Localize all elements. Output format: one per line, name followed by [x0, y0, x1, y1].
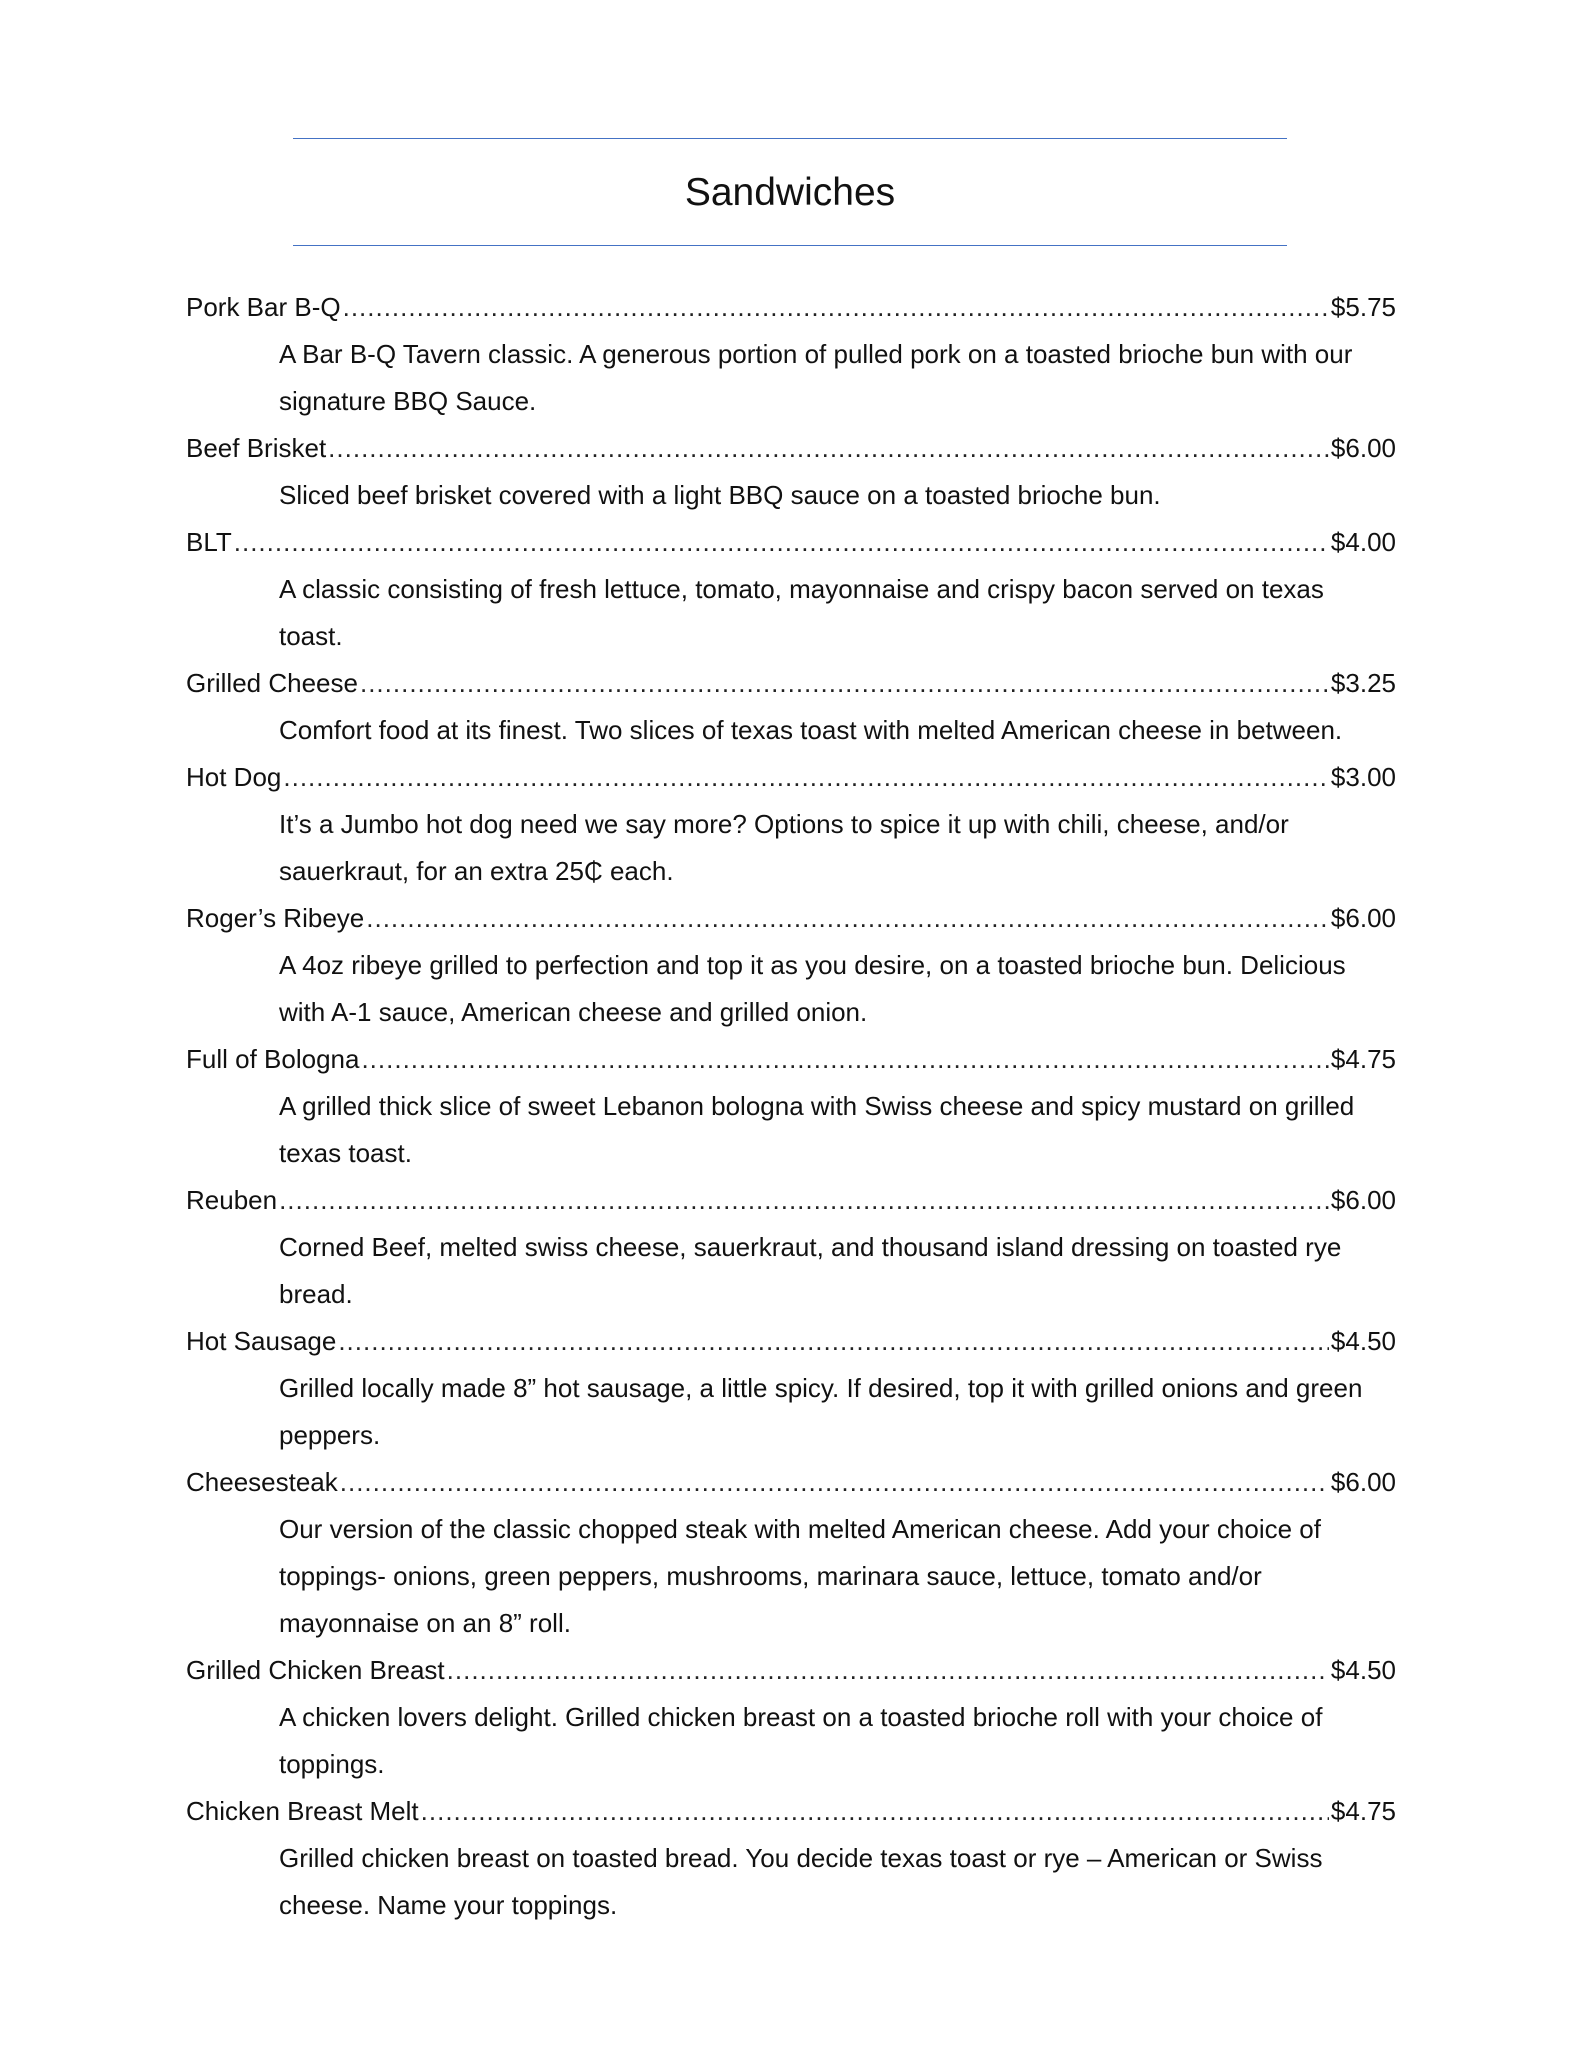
dot-leader	[421, 1788, 1329, 1835]
menu-item-description: It’s a Jumbo hot dog need we say more? Options to spice it up with chili, cheese, and/or sauerkraut, for an extra 25₵ each.	[279, 809, 1289, 886]
menu-item	[186, 1788, 1396, 1929]
menu-item-name: Grilled Cheese	[186, 668, 358, 698]
menu-item-description: A Bar B-Q Tavern classic. A generous portion of pulled pork on a toasted brioche bun with our signature BBQ Sauce.	[279, 339, 1353, 416]
menu-item	[186, 895, 1396, 1036]
dot-leader	[340, 1459, 1329, 1506]
menu-item-header	[186, 895, 1396, 942]
menu-item	[186, 754, 1396, 895]
dot-leader	[361, 1036, 1328, 1083]
menu-item-name: BLT	[186, 527, 232, 557]
menu-item-header	[186, 425, 1396, 472]
menu-item-header	[186, 519, 1396, 566]
menu-item-header	[186, 1459, 1396, 1506]
menu-item-header	[186, 754, 1396, 801]
menu-item	[186, 1647, 1396, 1788]
menu-item-name: Chicken Breast Melt	[186, 1796, 419, 1826]
menu-item-description: A 4oz ribeye grilled to perfection and top it as you desire, on a toasted brioche bun. Delicious with A-1 sauce, American cheese and grilled onion.	[279, 950, 1346, 1027]
menu-item-header	[186, 1036, 1396, 1083]
dot-leader	[338, 1318, 1329, 1365]
menu-item-description: Grilled locally made 8” hot sausage, a little spicy. If desired, top it with grilled onions and green peppers.	[279, 1373, 1363, 1450]
menu-item-header	[186, 284, 1396, 331]
menu-item-header	[186, 1177, 1396, 1224]
menu-item-description: A classic consisting of fresh lettuce, tomato, mayonnaise and crispy bacon served on texas toast.	[279, 574, 1324, 651]
menu-item-description: Corned Beef, melted swiss cheese, sauerkraut, and thousand island dressing on toasted rye bread.	[279, 1232, 1342, 1309]
dot-leader	[366, 895, 1329, 942]
menu-item-description: Comfort food at its finest. Two slices of texas toast with melted American cheese in between.	[279, 715, 1343, 745]
menu-item-description: Sliced beef brisket covered with a light BBQ sauce on a toasted brioche bun.	[279, 480, 1161, 510]
menu-list	[186, 284, 1396, 1929]
dot-leader	[328, 425, 1329, 472]
menu-item-price: $3.25	[1330, 668, 1396, 698]
menu-item	[186, 1036, 1396, 1177]
menu-item-name: Hot Dog	[186, 762, 282, 792]
title-top-rule	[293, 138, 1287, 139]
menu-item	[186, 1459, 1396, 1647]
menu-item	[186, 1177, 1396, 1318]
menu-item-description: Our version of the classic chopped steak with melted American cheese. Add your choice of toppings- onions, green peppers, mushrooms, marinara sauce, lettuce, tomato and/or mayonnaise on an 8” roll.	[279, 1514, 1321, 1638]
menu-item-header	[186, 660, 1396, 707]
menu-item-price: $4.00	[1330, 527, 1396, 557]
menu-item	[186, 284, 1396, 425]
menu-item-description: Grilled chicken breast on toasted bread. You decide texas toast or rye – American or Swiss cheese. Name your toppings.	[279, 1843, 1323, 1920]
page-title: Sandwiches	[684, 171, 896, 214]
menu-item-price: $3.00	[1330, 762, 1396, 792]
dot-leader	[360, 660, 1329, 707]
menu-item-description: A grilled thick slice of sweet Lebanon bologna with Swiss cheese and spicy mustard on grilled texas toast.	[279, 1091, 1355, 1168]
dot-leader	[279, 1177, 1329, 1224]
menu-item-name: Reuben	[186, 1185, 278, 1215]
menu-item	[186, 1318, 1396, 1459]
menu-item-price: $6.00	[1330, 1185, 1396, 1215]
dot-leader	[283, 754, 1329, 801]
menu-item-name: Full of Bologna	[186, 1044, 360, 1074]
dot-leader	[234, 519, 1329, 566]
menu-item-price: $4.50	[1330, 1326, 1396, 1356]
menu-item-name: Roger’s Ribeye	[186, 903, 365, 933]
menu-item	[186, 519, 1396, 660]
menu-item-name: Cheesesteak	[186, 1467, 338, 1497]
menu-item	[186, 660, 1396, 754]
dot-leader	[447, 1647, 1329, 1694]
title-bottom-rule	[293, 245, 1287, 246]
menu-item-price: $6.00	[1330, 903, 1396, 933]
menu-item	[186, 425, 1396, 519]
menu-item-price: $6.00	[1330, 433, 1396, 463]
menu-item-name: Grilled Chicken Breast	[186, 1655, 445, 1685]
menu-item-header	[186, 1318, 1396, 1365]
menu-item-price: $4.75	[1330, 1044, 1396, 1074]
menu-item-price: $4.50	[1330, 1655, 1396, 1685]
menu-item-header	[186, 1788, 1396, 1835]
menu-item-price: $4.75	[1330, 1796, 1396, 1826]
menu-item-name: Hot Sausage	[186, 1326, 337, 1356]
menu-item-header	[186, 1647, 1396, 1694]
dot-leader	[343, 284, 1329, 331]
menu-item-name: Beef Brisket	[186, 433, 327, 463]
menu-item-price: $6.00	[1330, 1467, 1396, 1497]
menu-item-description: A chicken lovers delight. Grilled chicken breast on a toasted brioche roll with your choice of toppings.	[279, 1702, 1323, 1779]
menu-item-name: Pork Bar B-Q	[186, 292, 341, 322]
menu-item-price: $5.75	[1330, 292, 1396, 322]
